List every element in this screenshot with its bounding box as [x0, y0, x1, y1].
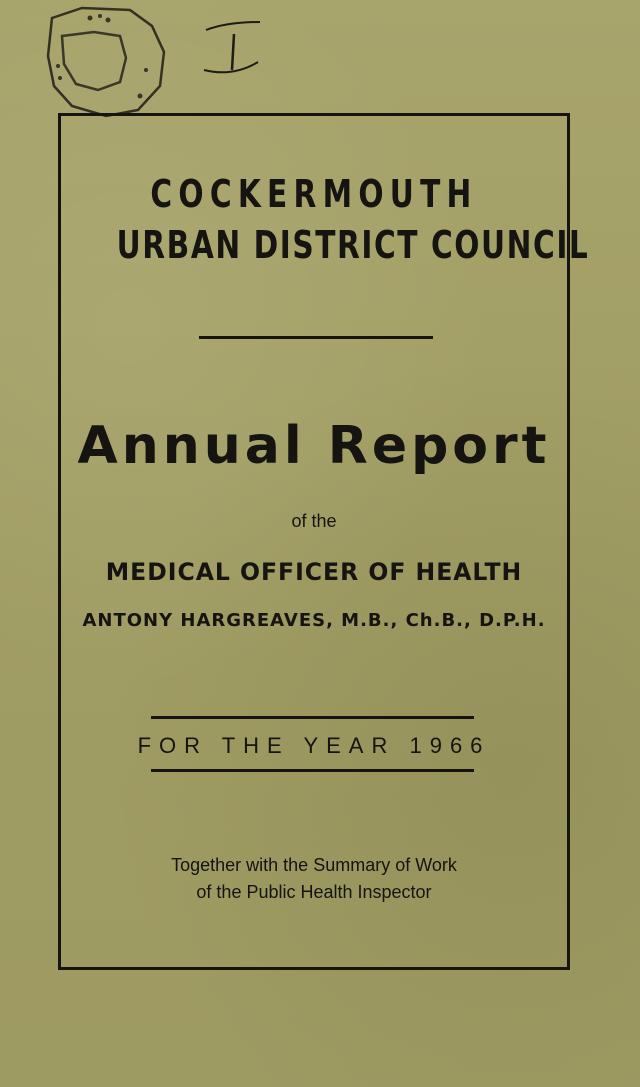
- library-stamp-icon: [42, 6, 172, 118]
- title-line-1: COCKERMOUTH: [150, 172, 478, 216]
- divider-rule: [199, 336, 433, 339]
- handwritten-numeral-icon: [198, 18, 268, 80]
- year-line: FOR THE YEAR 1966: [137, 733, 491, 758]
- report-title: Annual Report: [77, 416, 551, 476]
- officer-title: MEDICAL OFFICER OF HEALTH: [105, 558, 523, 586]
- summary-line-1: Together with the Summary of Work: [171, 855, 457, 875]
- year-bottom-rule: [151, 769, 474, 772]
- officer-name: ANTONY HARGREAVES, M.B., Ch.B., D.P.H.: [82, 610, 546, 631]
- cover-frame: [58, 113, 590, 970]
- summary-line-2: of the Public Health Inspector: [196, 882, 432, 902]
- of-the-text: of the: [291, 511, 337, 531]
- title-line-2: URBAN DISTRICT COUNCIL: [116, 223, 590, 267]
- year-top-rule: [151, 716, 474, 719]
